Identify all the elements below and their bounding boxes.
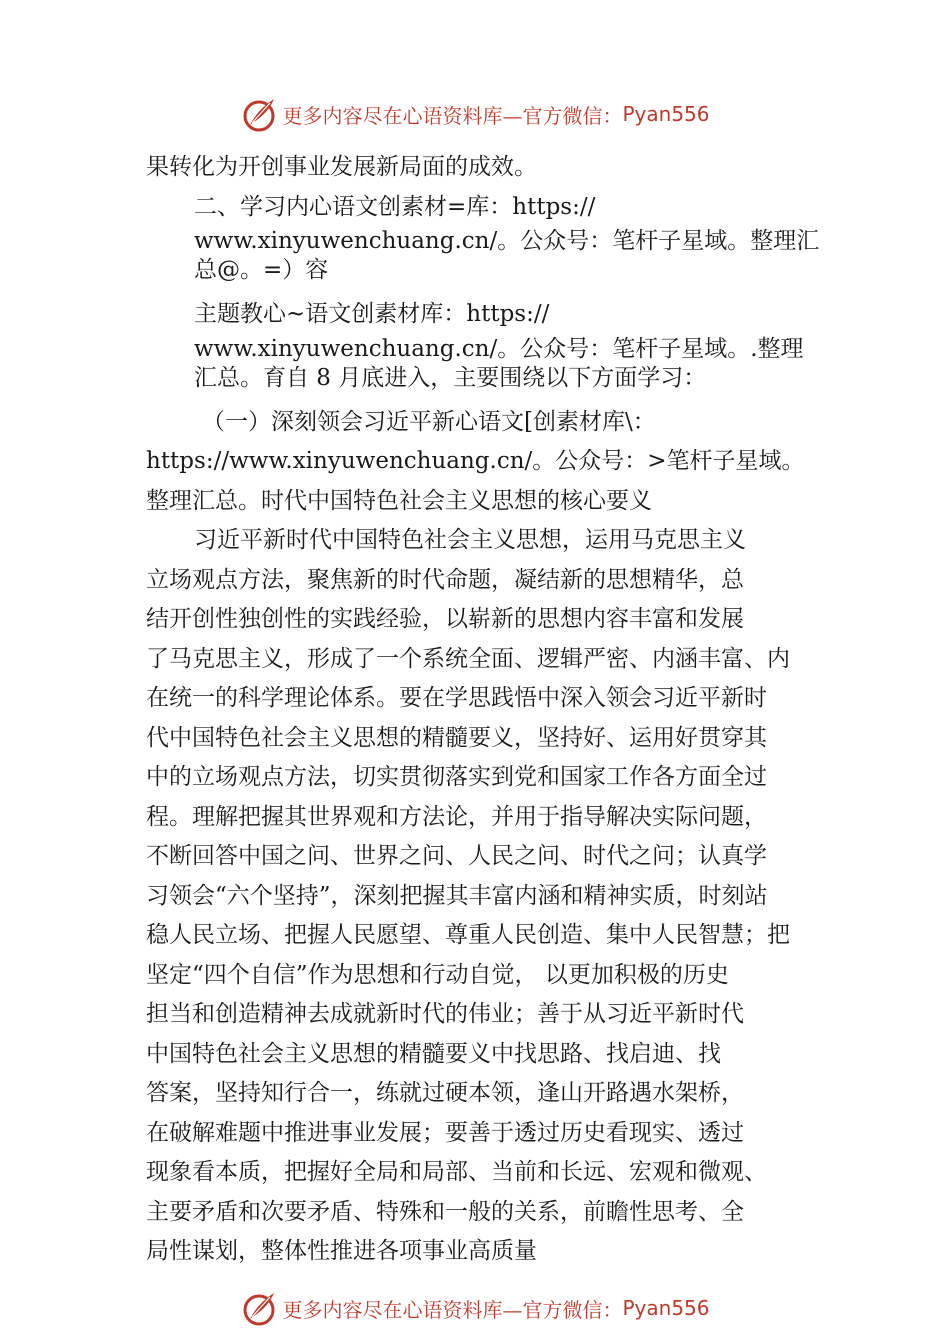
text-line: 主要矛盾和次要矛盾、特殊和一般的关系，前瞻性思考、全 xyxy=(146,1198,744,1225)
text-line: 局性谋划，整体性推进各项事业高质量 xyxy=(146,1238,537,1264)
text-line: 果转化为开创事业发展新局面的成效。 xyxy=(146,154,537,180)
text-line: 稳人民立场、把握人民愿望、尊重人民创造、集中人民智慧；把 xyxy=(146,922,790,948)
banner-text: 更多内容尽在心语资料库—官方微信： xyxy=(282,1297,623,1322)
text-line: 在破解难题中推进事业发展；要善于透过历史看现实、透过 xyxy=(146,1119,744,1146)
feather-pen-logo-icon xyxy=(240,95,280,133)
text-line: 中国特色社会主义思想的精髓要义中找思路、找启迪、找 xyxy=(146,1040,721,1067)
text-line: 不断回答中国之问、世界之问、人民之问、时代之问；认真学 xyxy=(146,843,767,869)
document-body xyxy=(146,148,836,1272)
text-line: 程。理解把握其世界观和方法论，并用于指导解决实际问题， xyxy=(146,803,767,830)
text-line: 整理汇总。时代中国特色社会主义思想的核心要义 xyxy=(146,487,652,514)
text-line: 坚定“四个自信”作为思想和行动自觉， 以更加积极的历史 xyxy=(146,961,729,988)
text-line: https://www.xinyuwenchuang.cn/。公众号：>笔杆子星域。 xyxy=(146,448,805,474)
text-line: 中的立场观点方法，切实贯彻落实到党和国家工作各方面全过 xyxy=(146,764,767,790)
section-heading: 二、学习内心语文创素材=库：https:// xyxy=(194,193,596,220)
header-banner xyxy=(0,94,950,134)
text-line: www.xinyuwenchuang.cn/。公众号：笔杆子星域。整理汇 xyxy=(194,228,820,254)
text-line: 答案，坚持知行合一，练就过硬本领，逢山开路遇水架桥， xyxy=(146,1080,744,1106)
banner-wechat-id: Pyan556 xyxy=(622,102,710,126)
subsection-heading: （一）深刻领会习近平新心语文[创素材库\： xyxy=(202,408,656,435)
text-line: 汇总。育自 8 月底进入，主要围绕以下方面学习： xyxy=(194,364,707,391)
text-line: 担当和创造精神去成就新时代的伟业；善于从习近平新时代 xyxy=(146,1001,744,1027)
text-line: 立场观点方法，聚焦新的时代命题，凝结新的思想精华，总 xyxy=(146,566,744,593)
text-line: 结开创性独创性的实践经验，以崭新的思想内容丰富和发展 xyxy=(146,606,744,632)
text-line: 在统一的科学理论体系。要在学思践悟中深入领会习近平新时 xyxy=(146,685,767,711)
text-line: 主题教心~语文创素材库：https:// xyxy=(194,301,550,327)
text-line: 总@。=）容 xyxy=(194,257,329,283)
feather-pen-logo-icon xyxy=(240,1289,280,1327)
banner-text: 更多内容尽在心语资料库—官方微信： xyxy=(282,103,623,128)
paragraph-start: 习近平新时代中国特色社会主义思想，运用马克思主义 xyxy=(194,527,746,553)
text-line: 现象看本质，把握好全局和局部、当前和长远、宏观和微观、 xyxy=(146,1159,767,1185)
text-line: 习领会“六个坚持”，深刻把握其丰富内涵和精神实质，时刻站 xyxy=(146,882,768,909)
text-line: 代中国特色社会主义思想的精髓要义，坚持好、运用好贯穿其 xyxy=(146,724,767,751)
banner-wechat-id: Pyan556 xyxy=(622,1296,710,1320)
text-line: www.xinyuwenchuang.cn/。公众号：笔杆子星域。.整理 xyxy=(194,335,804,362)
text-line: 了马克思主义，形成了一个系统全面、逻辑严密、内涵丰富、内 xyxy=(146,645,790,672)
footer-banner xyxy=(0,1288,950,1328)
